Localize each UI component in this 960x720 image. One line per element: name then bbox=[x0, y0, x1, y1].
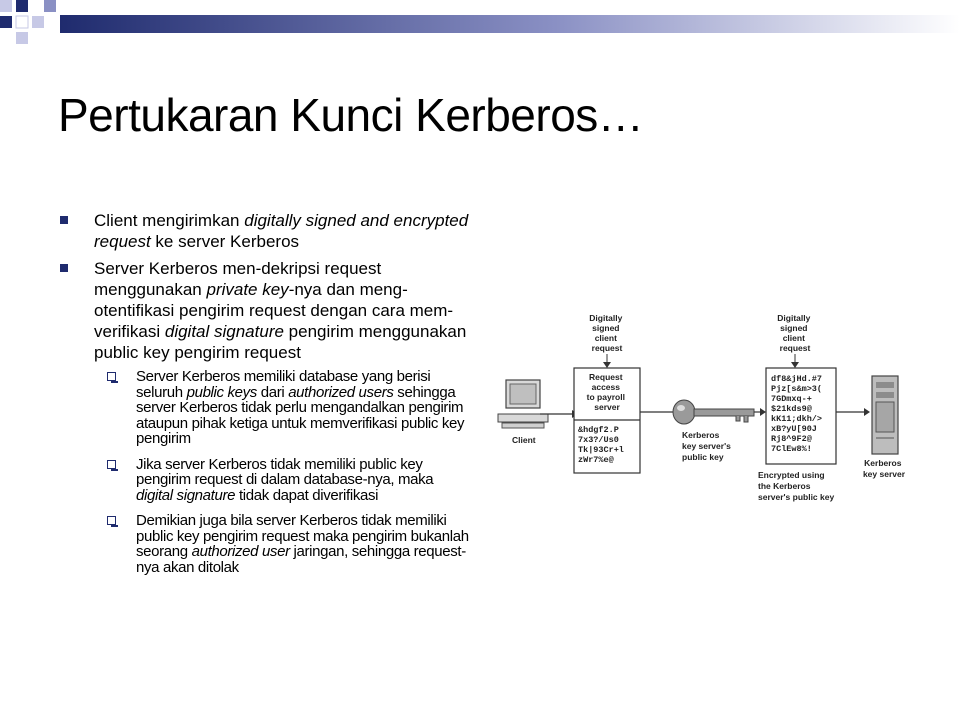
arrow-head-server bbox=[864, 408, 870, 416]
bullet-list bbox=[60, 210, 470, 585]
square-bullet-icon bbox=[60, 264, 68, 272]
slide-title: Pertukaran Kunci Kerberos… bbox=[58, 89, 644, 141]
emphasis-text: digitally signed and encrypted request bbox=[94, 211, 469, 251]
encrypted-caption: Encrypted using the Kerberos server's public key bbox=[758, 470, 835, 502]
banner-bar bbox=[60, 15, 960, 33]
text-run: pengirim menggunakan public key pengirim request bbox=[94, 322, 467, 362]
text-run: jaringan, sehingga request-nya akan ditolak bbox=[136, 543, 466, 576]
emphasis-text: public keys bbox=[186, 383, 257, 401]
sub-bullet-list bbox=[60, 369, 470, 575]
text-run: dari bbox=[256, 383, 289, 401]
text-run: Server Kerberos memiliki database yang berisi seluruh bbox=[136, 368, 431, 401]
emphasis-text: digital signature bbox=[164, 322, 284, 341]
server-label: Kerberos key server bbox=[862, 458, 906, 479]
banner-square-4 bbox=[16, 16, 28, 28]
banner-square-7 bbox=[44, 0, 56, 12]
right-top-label: Digitally signed client request bbox=[777, 313, 811, 353]
text-run: -nya dan meng-otentifikasi pengirim request dengan cara mem-verifikasi bbox=[94, 280, 454, 341]
banner-square-5 bbox=[32, 16, 44, 28]
bullet-item bbox=[60, 258, 470, 363]
text-run: Server Kerberos men-dekripsi request menggunakan bbox=[94, 259, 382, 299]
sub-bullet-item bbox=[60, 457, 470, 504]
square-bullet-icon bbox=[60, 216, 68, 224]
right-connector-head bbox=[791, 362, 799, 368]
hollow-square-bullet-icon bbox=[107, 516, 116, 525]
text-run: Demikian juga bila server Kerberos tidak memiliki public key pengirim request maka pengirim bukanlah seorang bbox=[136, 512, 469, 560]
text-run: ke server Kerberos bbox=[150, 232, 300, 251]
kerberos-diagram bbox=[488, 310, 908, 510]
emphasis-text: digital signature bbox=[136, 486, 236, 504]
header-banner bbox=[0, 0, 960, 50]
sub-bullet-item bbox=[60, 513, 470, 575]
bullet-item bbox=[60, 210, 470, 252]
signature-text: &hdgf2.P 7x3?/Us0 Tk|93Cr+l zWr7%e@ bbox=[578, 425, 624, 465]
plain-request-text: Request access to payroll server bbox=[586, 372, 625, 412]
emphasis-text: authorized users bbox=[288, 383, 394, 401]
emphasis-text: authorized user bbox=[191, 543, 290, 560]
text-run: Client mengirimkan bbox=[94, 211, 245, 230]
banner-square-2 bbox=[16, 0, 28, 12]
key-label: Kerberos key server's public key bbox=[682, 430, 731, 462]
cipher-text: df8&jHd.#7 Pjz[s&m>3( 7GDmxq-+ $21kds9@ kK11;dkh/> xB?yU[90J Rj8^9F2@ 7ClEw8%! bbox=[771, 374, 823, 454]
kerberos-server-icon bbox=[872, 376, 898, 454]
text-run: sehingga server Kerberos tidak perlu mengandalkan pengirim ataupun pihak ketiga untuk memverifikasi public key pengirim bbox=[136, 383, 465, 447]
left-connector-head bbox=[603, 362, 611, 368]
banner-square-6 bbox=[16, 32, 28, 44]
banner-square-1 bbox=[0, 0, 12, 12]
client-computer-icon bbox=[498, 380, 548, 428]
client-label: Client bbox=[512, 435, 536, 445]
text-run: Jika server Kerberos tidak memiliki public key pengirim request di dalam database-nya, maka bbox=[136, 455, 434, 488]
text-run: tidak dapat diverifikasi bbox=[235, 486, 379, 504]
hollow-square-bullet-icon bbox=[107, 372, 116, 381]
hollow-square-bullet-icon bbox=[107, 460, 116, 469]
public-key-icon bbox=[640, 400, 766, 424]
banner-square-3 bbox=[0, 16, 12, 28]
emphasis-text: private key bbox=[206, 280, 289, 299]
left-top-label: Digitally signed client request bbox=[589, 313, 623, 353]
sub-bullet-item bbox=[60, 369, 470, 447]
